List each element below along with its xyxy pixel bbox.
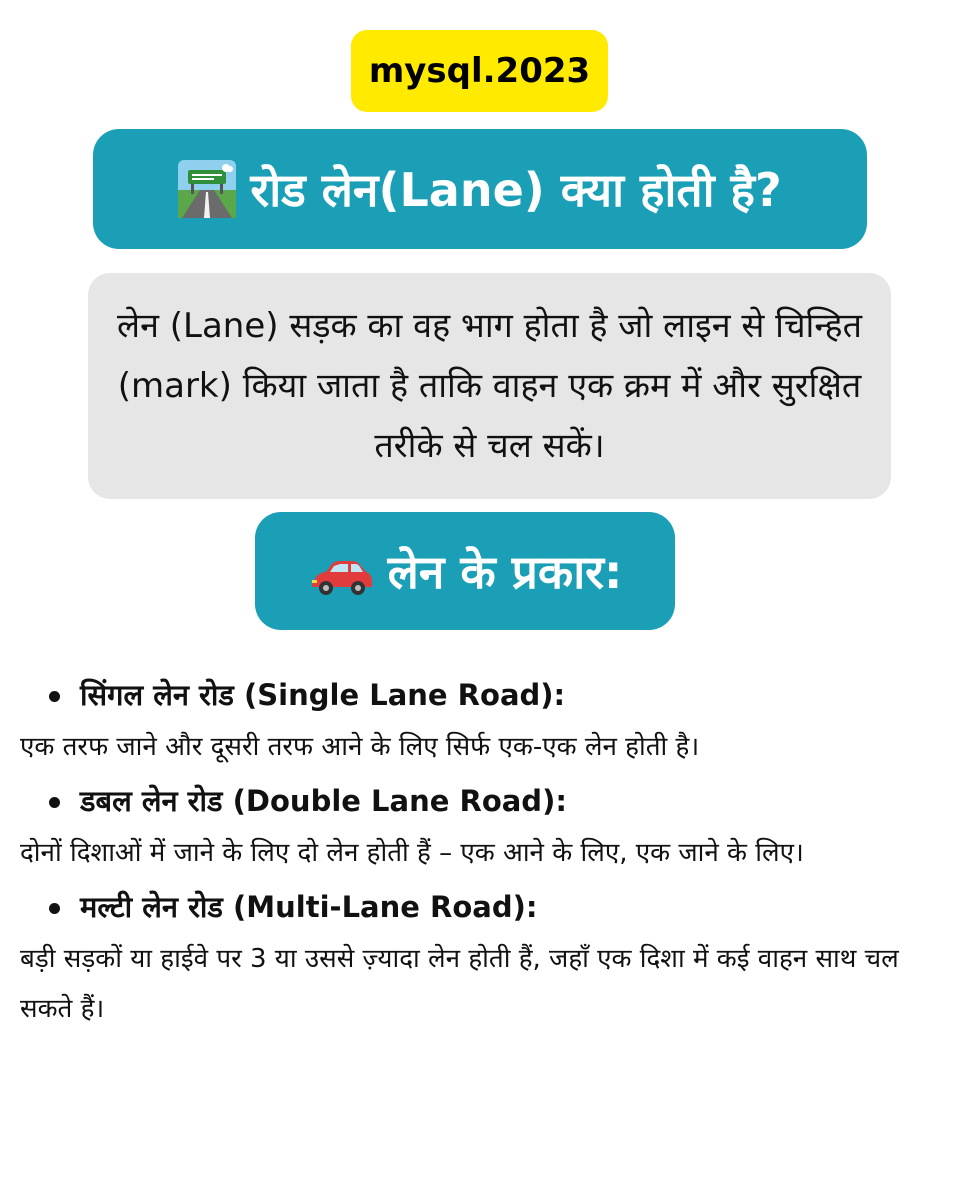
definition-card — [88, 273, 891, 499]
bullet-icon — [49, 903, 60, 914]
car-icon — [308, 553, 374, 589]
list-item-heading: सिंगल लेन रोड (Single Lane Road): — [0, 668, 960, 722]
title-banner — [93, 129, 867, 249]
motorway-icon — [178, 160, 236, 218]
list-item-description: बड़ी सड़कों या हाईवे पर 3 या उससे ज़्यादा लेन होती हैं, जहाँ एक दिशा में कई वाहन साथ चल सकते हैं। — [20, 944, 899, 1024]
list-item-description: दोनों दिशाओं में जाने के लिए दो लेन होती हैं – एक आने के लिए, एक जाने के लिए। — [20, 838, 804, 868]
definition-text: लेन (Lane) सड़क का वह भाग होता है जो लाइन से चिन्हित (mark) किया जाता है ताकि वाहन एक क्रम में और सुरक्षित तरीके से चल सकें। — [117, 306, 862, 466]
bullet-icon — [49, 691, 60, 702]
list-item-description: एक तरफ जाने और दूसरी तरफ आने के लिए सिर्फ एक-एक लेन होती है। — [20, 732, 700, 762]
page-title: रोड लेन(Lane) क्या होती है? — [250, 163, 782, 217]
lane-types-list — [0, 668, 960, 1036]
bullet-icon — [49, 797, 60, 808]
list-item-heading: मल्टी लेन रोड (Multi-Lane Road): — [0, 880, 960, 934]
lane-types-banner — [255, 512, 675, 630]
list-item-heading: डबल लेन रोड (Double Lane Road): — [0, 774, 960, 828]
brand-tag: mysql.2023 — [351, 30, 608, 112]
lane-types-heading: लेन के प्रकार: — [387, 545, 623, 599]
